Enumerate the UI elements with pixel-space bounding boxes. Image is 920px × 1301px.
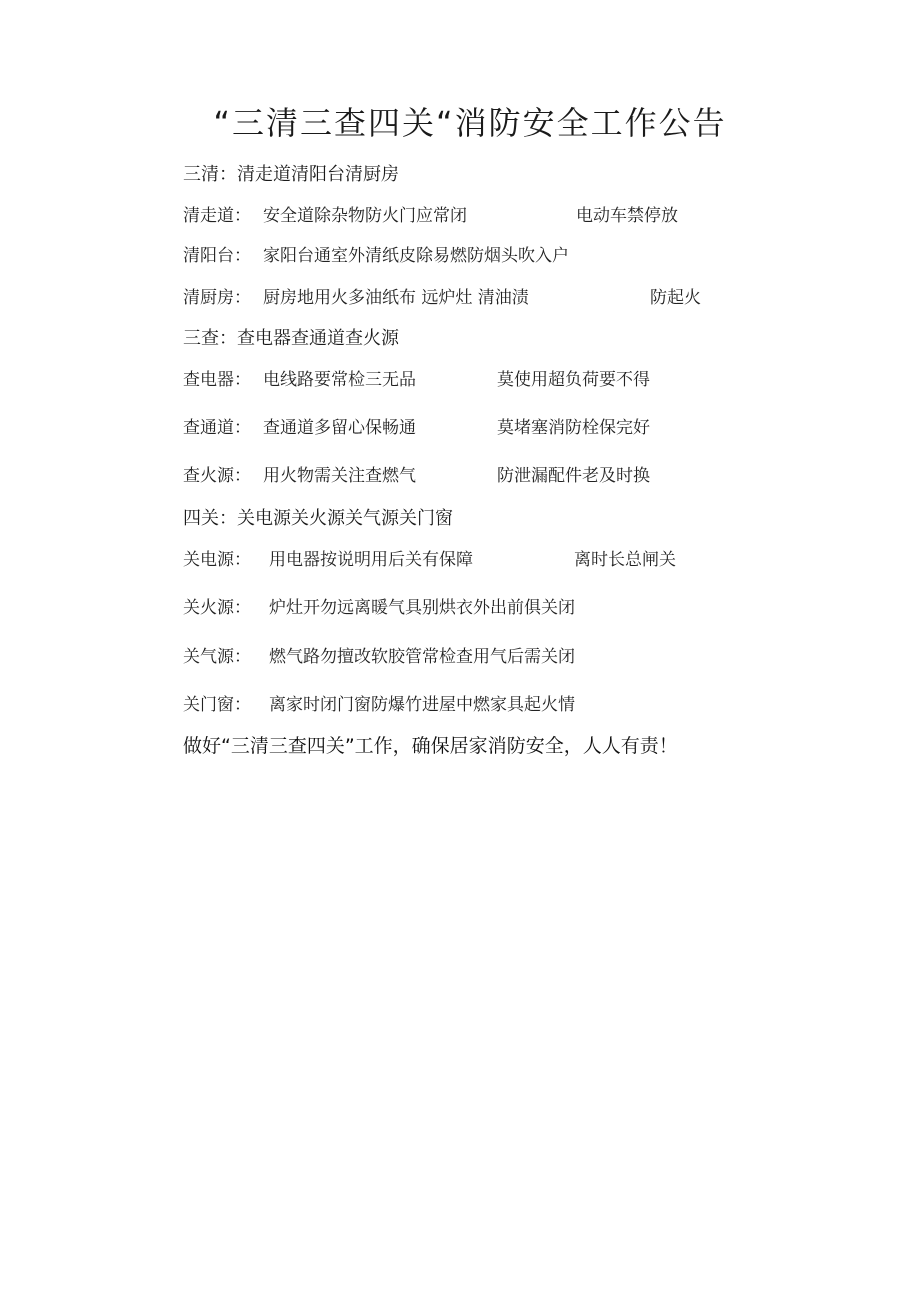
item-text: 离家时闭门窗防爆竹进屋中燃家具起火情 bbox=[269, 695, 575, 715]
item-guan-dianyuan bbox=[183, 547, 743, 573]
item-text: 用电器按说明用后关有保障 bbox=[269, 550, 473, 570]
item-extra: 离时长总闸关 bbox=[574, 550, 676, 570]
item-text: 炉灶开勿远离暖气具别烘衣外出前俱关闭 bbox=[269, 598, 575, 618]
item-text: 查通道多留心保畅通 bbox=[263, 418, 416, 438]
item-label: 查通道： bbox=[183, 418, 251, 438]
item-guan-huoyuan bbox=[183, 595, 743, 621]
item-text: 用火物需关注查燃气 bbox=[263, 466, 416, 486]
item-label: 关火源： bbox=[183, 598, 251, 618]
item-cha-huoyuan bbox=[183, 463, 743, 489]
item-qing-zoudao bbox=[183, 203, 743, 229]
item-qing-yangtai bbox=[183, 243, 743, 269]
item-guan-qiyuan bbox=[183, 644, 743, 670]
closing-statement: 做好“三清三查四关”工作，确保居家消防安全，人人有责！ bbox=[183, 735, 678, 757]
item-label: 清走道： bbox=[183, 206, 251, 226]
section-heading-sanqing: 三清：清走道清阳台清厨房 bbox=[183, 164, 399, 185]
item-label: 关电源： bbox=[183, 550, 251, 570]
item-cha-tongdao bbox=[183, 415, 743, 441]
item-extra: 防起火 bbox=[650, 288, 701, 308]
item-extra: 电动车禁停放 bbox=[576, 206, 678, 226]
item-label: 关门窗： bbox=[183, 695, 251, 715]
section-heading-sancha: 三查：查电器查通道查火源 bbox=[183, 328, 399, 349]
item-text: 燃气路勿擅改软胶管常检查用气后需关闭 bbox=[269, 647, 575, 667]
item-label: 查电器： bbox=[183, 370, 251, 390]
section-heading-siguan: 四关：关电源关火源关气源关门窗 bbox=[183, 508, 453, 529]
item-text: 家阳台通室外清纸皮除易燃防烟头吹入户 bbox=[263, 246, 569, 266]
item-label: 关气源： bbox=[183, 647, 251, 667]
item-label: 清阳台： bbox=[183, 246, 251, 266]
item-text: 厨房地用火多油纸布 远炉灶 清油渍 bbox=[263, 288, 529, 308]
item-guan-menchuang bbox=[183, 692, 743, 718]
item-extra: 防泄漏配件老及时换 bbox=[497, 466, 650, 486]
item-extra: 莫堵塞消防栓保完好 bbox=[497, 418, 650, 438]
item-label: 查火源： bbox=[183, 466, 251, 486]
item-cha-dianqi bbox=[183, 367, 743, 393]
item-label: 清厨房： bbox=[183, 288, 251, 308]
item-text: 电线路要常检三无品 bbox=[263, 370, 416, 390]
item-qing-chufang bbox=[183, 285, 743, 311]
item-text: 安全道除杂物防火门应常闭 bbox=[263, 206, 467, 226]
item-extra: 莫使用超负荷要不得 bbox=[497, 370, 650, 390]
document-title: “三清三查四关“消防安全工作公告 bbox=[213, 104, 727, 142]
